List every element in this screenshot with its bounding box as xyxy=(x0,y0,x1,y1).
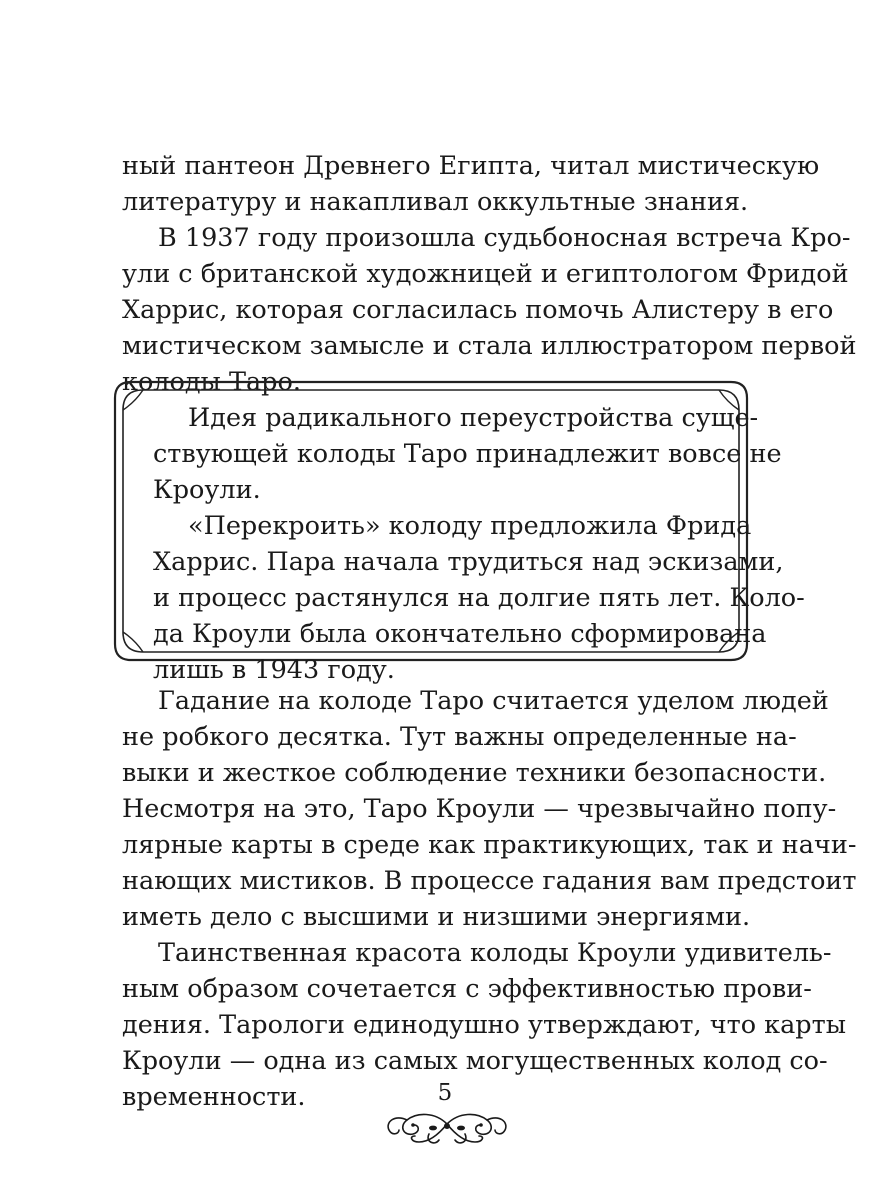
text-line: Таинственная красота колоды Кроули удивитель- xyxy=(158,938,832,968)
text-line: ный пантеон Древнего Египта, читал мистическую xyxy=(122,151,820,181)
callout-text-line: лишь в 1943 году. xyxy=(153,655,395,685)
text-line: В 1937 году произошла судьбоносная встреча Кро- xyxy=(158,223,851,253)
text-line: иметь дело с высшими и низшими энергиями. xyxy=(122,902,751,932)
text-line: ным образом сочетается с эффективностью прови- xyxy=(122,974,812,1004)
callout-text-line: Идея радикального переустройства суще- xyxy=(188,403,759,433)
text-line: Несмотря на это, Таро Кроули — чрезвычайно попу- xyxy=(122,794,837,824)
text-line: временности. xyxy=(122,1082,306,1112)
callout-text-line: «Перекроить» колоду предложила Фрида xyxy=(188,511,752,541)
callout-frame-corner-tl xyxy=(123,390,143,410)
text-line: Гадание на колоде Таро считается уделом людей xyxy=(158,686,829,716)
callout-frame-corner-bl xyxy=(123,632,143,652)
text-line: Харрис, которая согласилась помочь Алистеру в его xyxy=(122,295,834,325)
text-line: дения. Тарологи единодушно утверждают, что карты xyxy=(122,1010,847,1040)
text-line: ули с британской художницей и египтологом Фридой xyxy=(122,259,849,289)
callout-text-line: Кроули. xyxy=(153,475,261,505)
text-line: колоды Таро. xyxy=(122,367,301,397)
flourish-ornament-icon xyxy=(377,1104,517,1150)
text-line: Кроули — одна из самых могущественных колод со- xyxy=(122,1046,828,1076)
page-number: 5 xyxy=(437,1080,453,1106)
callout-text-line: Харрис. Пара начала трудиться над эскизами, xyxy=(153,547,784,577)
callout-text-line: да Кроули была окончательно сформирована xyxy=(153,619,767,649)
text-line: выки и жесткое соблюдение техники безопасности. xyxy=(122,758,827,788)
text-line: литературу и накапливал оккультные знания. xyxy=(122,187,749,217)
callout-text-line: ствующей колоды Таро принадлежит вовсе не xyxy=(153,439,782,469)
text-line: мистическом замысле и стала иллюстратором первой xyxy=(122,331,857,361)
text-line: нающих мистиков. В процессе гадания вам предстоит xyxy=(122,866,857,896)
text-line: лярные карты в среде как практикующих, так и начи- xyxy=(122,830,857,860)
callout-text-line: и процесс растянулся на долгие пять лет. Коло- xyxy=(153,583,805,613)
text-line: не робкого десятка. Тут важны определенные на- xyxy=(122,722,797,752)
